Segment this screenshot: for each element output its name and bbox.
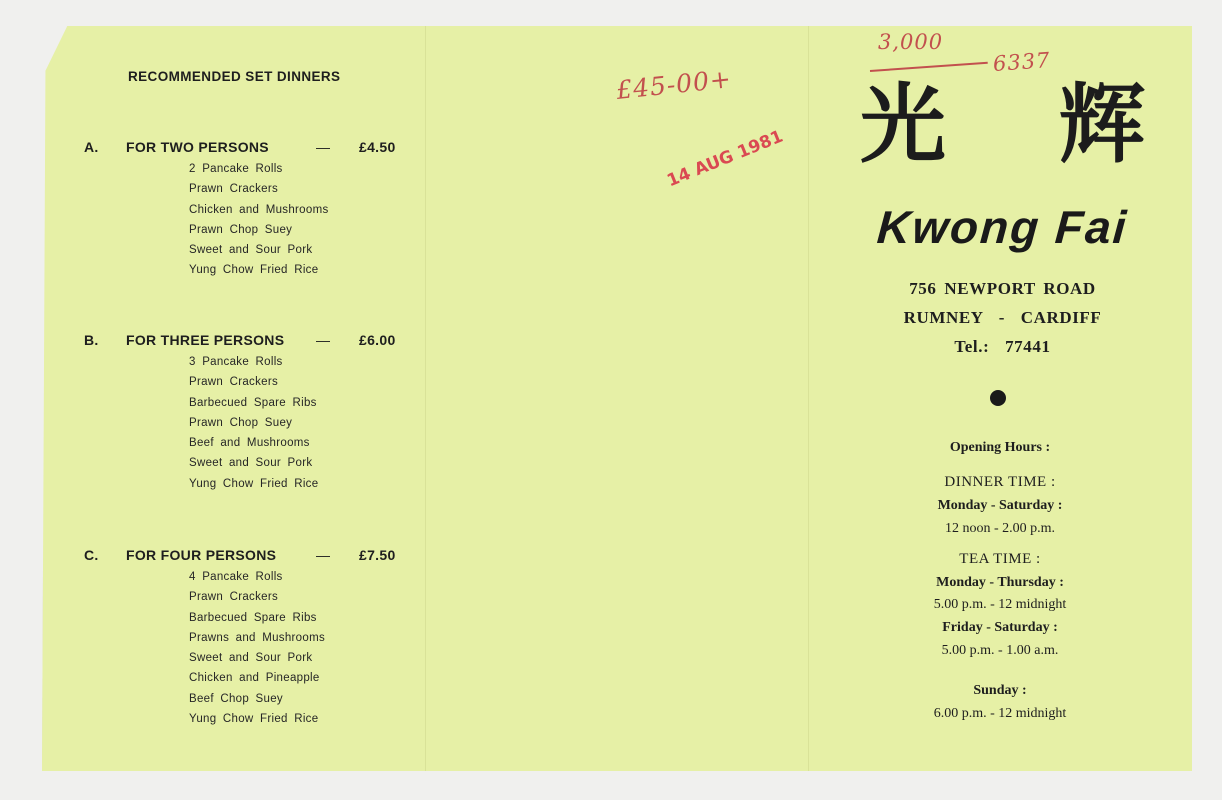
tea-hours: 5.00 p.m. - 12 midnight [933,597,1067,612]
dish-item: 3 Pancake Rolls [189,356,283,368]
dish-item: Prawn Crackers [189,591,278,604]
tea-days: Monday - Thursday : [936,575,1064,590]
fold-line-right [808,26,809,771]
dinner-days: Monday - Saturday : [937,498,1063,513]
dish-item: Barbecued Spare Ribs [189,611,317,624]
tea-time-label: TEA TIME : [959,551,1041,567]
dish-item: Prawn Crackers [189,376,278,389]
tea-hours: 5.00 p.m. - 1.00 a.m. [941,643,1059,658]
dinner-time-label: DINNER TIME : [944,474,1056,490]
set-dash: — [316,332,331,348]
dish-item: Yung Chow Fried Rice [189,477,319,490]
chinese-character: 光 [860,75,946,175]
handwritten-number: 3,000 [878,30,944,54]
set-header [84,332,414,352]
dish-item: 2 Pancake Rolls [189,163,283,175]
dinner-hours: 12 noon - 2.00 p.m. [944,521,1056,536]
set-dash: — [316,547,331,563]
address-line: 756 NEWPORT ROAD [909,279,1096,298]
set-price: £7.50 [359,547,396,563]
set-letter: B. [84,332,99,348]
dish-list [84,567,414,729]
dish-list [84,352,414,494]
dish-item: 4 Pancake Rolls [189,571,283,583]
handwritten-number: 6337 [992,48,1052,76]
dish-item: Chicken and Pineapple [189,672,320,685]
tea-days: Friday - Saturday : [942,620,1058,635]
dish-item: Beef and Mushrooms [189,437,310,450]
dish-item: Chicken and Mushrooms [189,203,329,216]
dish-item: Prawn Crackers [189,183,278,196]
handwritten-price: £45-00+ [614,64,734,105]
sunday-label: Sunday : [973,683,1027,698]
dish-item: Sweet and Sour Pork [189,457,313,470]
set-price: £6.00 [359,332,396,348]
dish-item: Barbecued Spare Ribs [189,396,317,409]
set-persons: FOR THREE PERSONS [126,332,285,348]
chinese-character: 辉 [1059,75,1145,175]
dish-list [84,159,414,281]
bullet-dot [990,390,1006,406]
set-dinner-c [84,547,414,729]
restaurant-name: Kwong Fai [875,201,1130,253]
dish-item: Prawn Chop Suey [189,223,293,236]
date-stamp: 14 AUG 1981 [664,126,786,192]
sunday-hours: 6.00 p.m. - 12 midnight [933,706,1067,721]
dish-item: Yung Chow Fried Rice [189,264,319,277]
set-dinner-a [84,139,414,281]
set-header [84,547,414,567]
set-price: £4.50 [359,139,396,155]
dish-item: Sweet and Sour Pork [189,244,313,257]
phone-number: Tel.: 77441 [954,337,1051,356]
menu-title: RECOMMENDED SET DINNERS [128,69,341,84]
set-persons: FOR FOUR PERSONS [126,547,277,563]
dish-item: Prawns and Mushrooms [189,631,325,644]
fold-line-left [425,26,426,771]
set-letter: A. [84,139,99,155]
chinese-name [860,70,1145,180]
set-letter: C. [84,547,99,563]
set-dinner-b [84,332,414,494]
dish-item: Beef Chop Suey [189,692,283,705]
hours-heading: Opening Hours : [949,440,1051,455]
dish-item: Yung Chow Fried Rice [189,713,319,726]
dish-item: Prawn Chop Suey [189,416,293,429]
dish-item: Sweet and Sour Pork [189,652,313,665]
set-persons: FOR TWO PERSONS [126,139,269,155]
set-header [84,139,414,159]
set-dash: — [316,139,331,155]
address-line: RUMNEY - CARDIFF [903,308,1102,327]
